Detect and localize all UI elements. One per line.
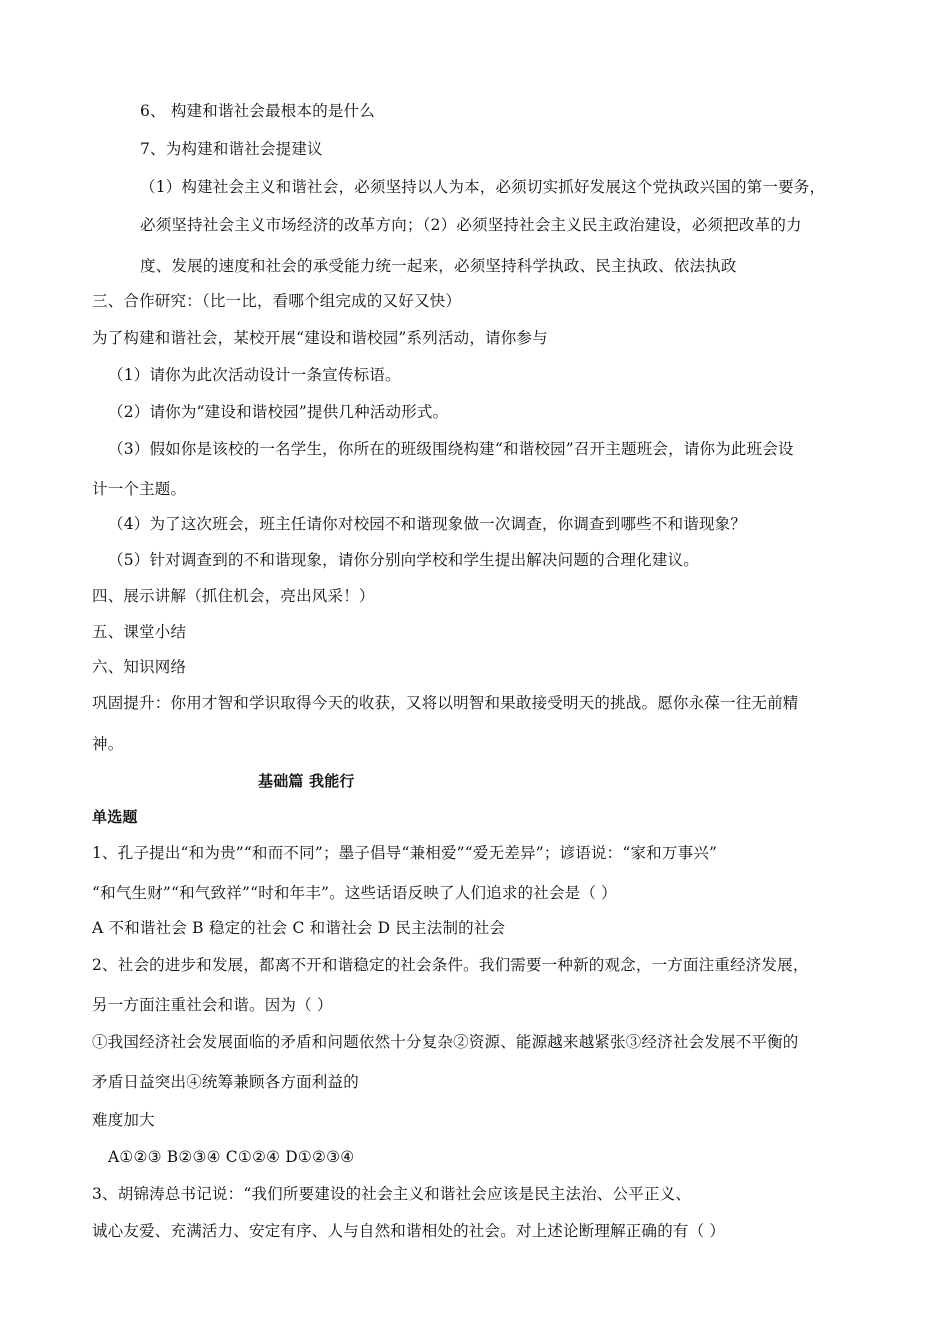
q2-statements-line-3: 难度加大 <box>92 1111 155 1129</box>
section-5-heading: 五、课堂小结 <box>92 623 187 641</box>
question-6: 6、 构建和谐社会最根本的是什么 <box>140 102 375 120</box>
task-5: （5）针对调查到的不和谐现象，请你分别向学校和学生提出解决问题的合理化建议。 <box>108 551 699 569</box>
section-3-heading: 三、合作研究：（比一比，看哪个组完成的又好又快） <box>92 292 462 310</box>
task-1: （1）请你为此次活动设计一条宣传标语。 <box>108 366 401 384</box>
task-3-line-1: （3）假如你是该校的一名学生，你所在的班级围绕构建“和谐校园”召开主题班会，请你为此班会设 <box>108 440 794 458</box>
answer-7-line-2: 必须坚持社会主义市场经济的改革方向；（2）必须坚持社会主义民主政治建设，必须把改革的力 <box>140 216 802 234</box>
q3-line-2: 诚心友爱、充满活力、安定有序、人与自然和谐相处的社会。对上述论断理解正确的有（ ） <box>92 1222 726 1240</box>
consolidation-line-2: 神。 <box>92 735 124 753</box>
q3-line-1: 3、胡锦涛总书记说：“我们所要建设的社会主义和谐社会应该是民主法治、公平正义、 <box>92 1185 692 1203</box>
q2-statements-line-1: ①我国经济社会发展面临的矛盾和问题依然十分复杂②资源、能源越来越紧张③经济社会发展不平衡的 <box>92 1033 799 1051</box>
task-2: （2）请你为“建设和谐校园”提供几种活动形式。 <box>108 403 449 421</box>
activity-intro: 为了构建和谐社会，某校开展“建设和谐校园”系列活动，请你参与 <box>92 329 548 347</box>
q2-line-2: 另一方面注重社会和谐。因为（ ） <box>92 996 333 1014</box>
consolidation-line-1: 巩固提升：你用才智和学识取得今天的收获，又将以明智和果敢接受明天的挑战。愿你永葆一往无前精 <box>92 694 799 712</box>
answer-7-line-1: （1）构建社会主义和谐社会，必须坚持以人为本，必须切实抓好发展这个党执政兴国的第一要务， <box>140 178 826 196</box>
q1-line-1: 1、孔子提出“和为贵”“和而不同”；墨子倡导“兼相爱”“爱无差异”；谚语说：“家和万事兴” <box>92 844 718 862</box>
section-6-heading: 六、知识网络 <box>92 658 187 676</box>
section-4-heading: 四、展示讲解（抓住机会，亮出风采！） <box>92 587 375 605</box>
q2-line-1: 2、社会的进步和发展，都离不开和谐稳定的社会条件。我们需要一种新的观念，一方面注重经济发展， <box>92 956 809 974</box>
answer-7-line-3: 度、发展的速度和社会的承受能力统一起来，必须坚持科学执政、民主执政、依法执政 <box>140 257 737 275</box>
task-4: （4）为了这次班会，班主任请你对校园不和谐现象做一次调查，你调查到哪些不和谐现象？ <box>108 515 747 533</box>
single-choice-heading: 单选题 <box>92 808 138 826</box>
q2-statements-line-2: 矛盾日益突出④统筹兼顾各方面利益的 <box>92 1073 359 1091</box>
basic-section-title: 基础篇 我能行 <box>258 772 355 790</box>
q2-options: A①②③ B②③④ C①②④ D①②③④ <box>108 1148 355 1166</box>
question-7: 7、为构建和谐社会提建议 <box>140 140 323 158</box>
q1-options: A 不和谐社会 B 稳定的社会 C 和谐社会 D 民主法制的社会 <box>92 919 506 937</box>
task-3-line-2: 计一个主题。 <box>92 480 187 498</box>
q1-line-2: “和气生财”“和气致祥”“时和年丰”。这些话语反映了人们追求的社会是（ ） <box>92 884 617 902</box>
